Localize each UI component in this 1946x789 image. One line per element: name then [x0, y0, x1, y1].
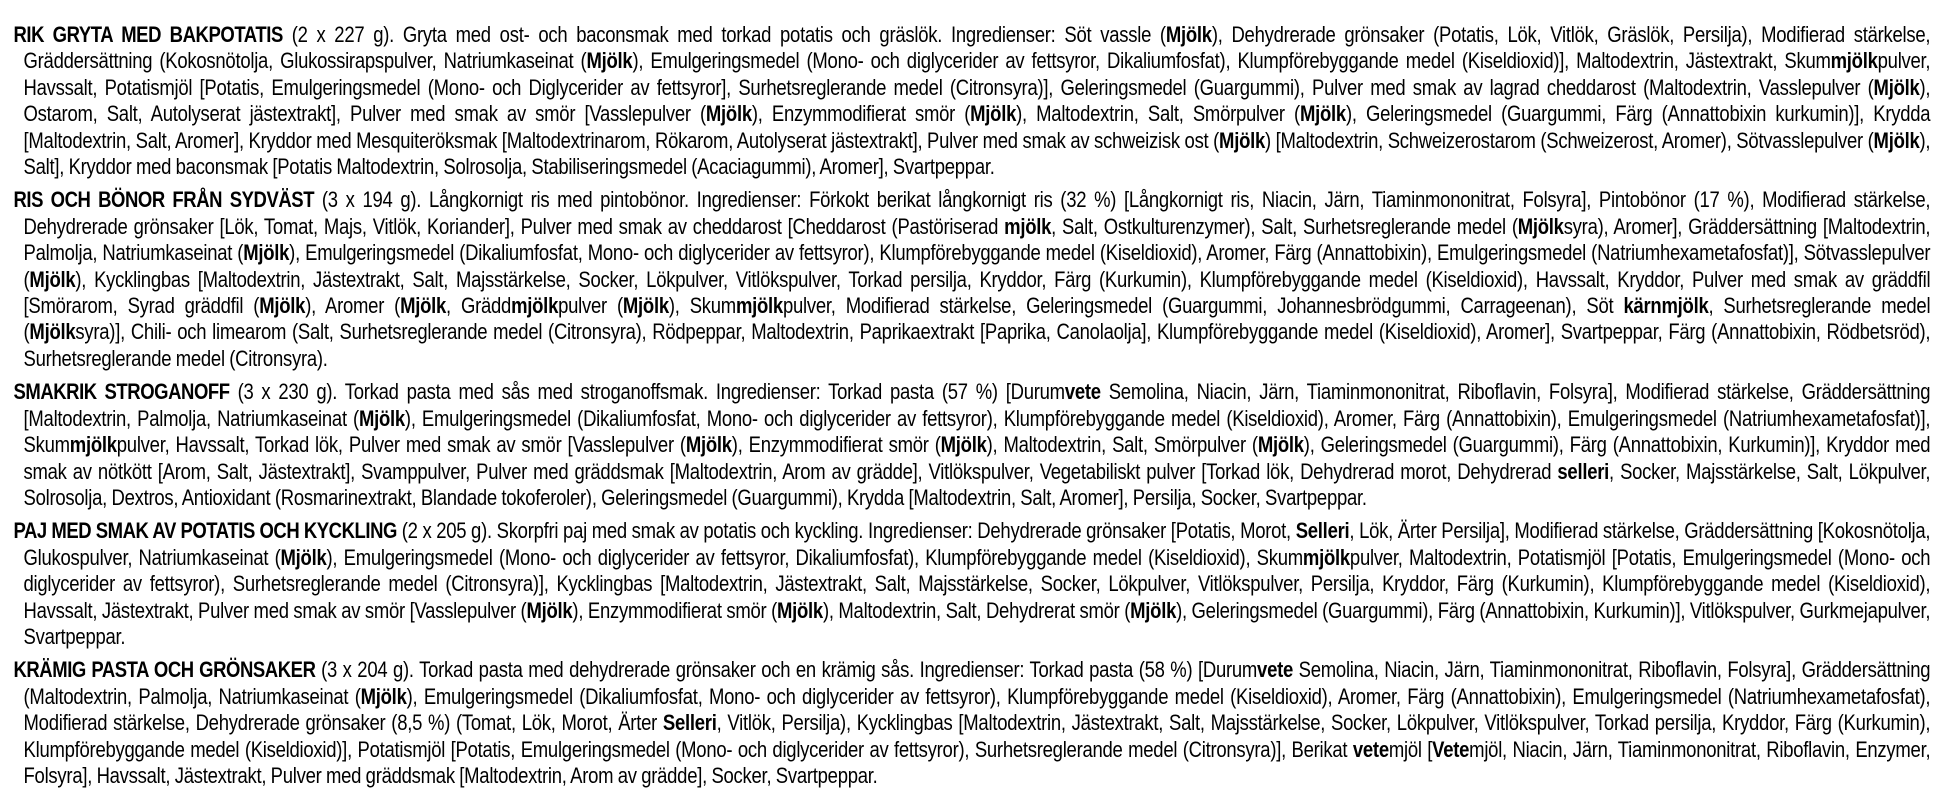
ingredient-text: (2 x 227 g). Gryta med ost- och baconsmak med torkad potatis och gräslök. Ingredienser: Söt vassle (: [282, 22, 1166, 47]
product-ingredient-paragraph: [13, 518, 1930, 650]
allergen-bold-text: Vete: [1432, 736, 1470, 762]
ingredient-text: pulver, Maltodextrin, Potatismjöl [Potatis, Emulgeringsmedel (Mono- och diglycerider av fettsyror), Surhetsreglerande medel (Citronsyra)], Kycklingbas [Maltodextrin, Jästextrakt, Salt, Majsstärkelse, Socker, Lökpulver, Vitlökspulver, Persilja, Kryddor, Färg (Kurkumin), Klumpförebyggande medel (Kiseldioxid), Havssalt, Jästextrakt, Pulver med smak av smör [Vasslepulver (: [23, 544, 1931, 623]
ingredient-text: ), Emulgeringsmedel (Dikaliumfosfat, Mono- och diglycerider av fettsyror), Klumpförebyggande medel (Kiseldioxid), Aromer, Färg (Annattobixin), Emulgeringsmedel (Natriumhexametafosfat)], Skum: [23, 405, 1931, 458]
ingredient-text: mjöl [: [1388, 736, 1433, 762]
allergen-bold-text: vete: [1064, 379, 1101, 405]
ingredient-text: , Grädd: [446, 293, 512, 319]
allergen-bold-text: Mjölk: [1165, 22, 1212, 47]
ingredient-text: ), Geleringsmedel (Guargummi), Färg (Annattobixin, Kurkumin)], Vitlökspulver, Gurkmejapulver, Svartpeppar.: [23, 597, 1931, 649]
allergen-bold-text: Mjölk: [940, 432, 987, 458]
product-ingredient-paragraph: [13, 657, 1930, 789]
ingredient-text: ), Emulgeringsmedel (Mono- och diglycerider av fettsyror, Dikaliumfosfat), Klumpförebyggande medel (Kiseldioxid), Skum: [326, 544, 1303, 570]
ingredient-text: ), Enzymmodifierat smör (: [731, 432, 941, 458]
allergen-bold-text: mjölk: [1830, 48, 1878, 74]
allergen-bold-text: Mjölk: [259, 293, 306, 319]
ingredient-text: ), Enzymmodifierat smör (: [572, 597, 777, 623]
ingredient-text: ), Dehydrerade grönsaker (Potatis, Lök, Vitlök, Gräslök, Persilja), Modifierad stärkelse, Gräddersättning (Kokosnötolja, Glukossirapspulver, Natriumkaseinat (: [23, 22, 1931, 74]
ingredient-text: pulver (: [558, 293, 623, 319]
ingredient-text: ), Maltodextrin, Salt, Dehydrerat smör (: [822, 597, 1131, 623]
product-name: KRÄMIG PASTA OCH GRÖNSAKER: [13, 657, 316, 683]
allergen-bold-text: mjölk: [1302, 544, 1350, 570]
allergen-bold-text: Selleri: [1295, 518, 1350, 544]
ingredient-text: (2 x 205 g). Skorpfri paj med smak av potatis och kyckling. Ingredienser: Dehydrerade grönsaker [Potatis, Morot,: [397, 518, 1296, 544]
ingredient-text: , Vitlök, Persilja), Kycklingbas [Maltodextrin, Jästextrakt, Salt, Majsstärkelse, Socker, Lökpulver, Vitlökspulver, Torkad persilja, Kryddor, Färg (Kurkumin), Klumpförebyggande medel (Kiseldioxid)], Potatismjöl [Potatis, Emulgeringsmedel (Mono- och diglycerider av fettsyror), Surhetsreglerande medel (Citronsyra)], Berikat: [23, 710, 1931, 762]
ingredient-text: mjöl, Niacin, Järn, Tiaminmononitrat, Riboflavin, Enzymer, Folsyra], Havssalt, Jästextrakt, Pulver med gräddsmak [Maltodextrin, Arom av grädde], Socker, Svartpeppar.: [23, 736, 1931, 788]
ingredient-text: pulver, Havssalt, Potatismjöl [Potatis, Emulgeringsmedel (Mono- och Diglycerider av fettsyror], Surhetsreglerande medel (Citronsyra)], Geleringsmedel (Guargummi), Pulver med smak av lagrad cheddarost (Maltodextrin, Vasslepulver (: [23, 48, 1931, 100]
product-name: RIS OCH BÖNOR FRÅN SYDVÄST: [13, 187, 315, 213]
ingredient-text: , Surhetsreglerande medel (: [23, 293, 1931, 345]
ingredient-text: syra)], Chili- och limearom (Salt, Surhetsreglerande medel (Citronsyra), Rödpeppar, Maltodextrin, Paprikaextrakt [Paprika, Canolaolja], Klumpförebyggande medel (Kiseldioxid), Aromer], Svartpeppar, Färg (Annattobixin, Rödbetsröd), Surhetsreglerande medel (Citronsyra).: [23, 319, 1931, 371]
ingredient-text: ), Geleringsmedel (Guargummi), Färg (Annattobixin, Kurkumin)], Kryddor med smak av nötkött [Arom, Salt, Jästextrakt], Svamppulver, Pulver med gräddsmak [Maltodextrin, Arom av grädde], Vitlökspulver, Vegetabiliskt pulver [Torkad lök, Dehydrerad morot, Dehydrerad: [23, 432, 1931, 484]
product-name: RIK GRYTA MED BAKPOTATIS: [13, 22, 283, 47]
ingredient-text: ), Skum: [668, 293, 736, 319]
allergen-bold-text: Mjölk: [685, 432, 732, 458]
allergen-bold-text: Mjölk: [29, 266, 76, 292]
allergen-bold-text: Mjölk: [29, 319, 76, 345]
ingredient-text: ), Enzymmodifierat smör (: [751, 101, 971, 127]
ingredient-text: (3 x 230 g). Torkad pasta med sås med stroganoffsmak. Ingredienser: Torkad pasta (57 %) [Durum: [229, 379, 1065, 405]
allergen-bold-text: Selleri: [662, 710, 717, 736]
allergen-bold-text: Mjölk: [776, 597, 823, 623]
allergen-bold-text: Mjölk: [1257, 432, 1304, 458]
allergen-bold-text: mjölk: [1004, 213, 1052, 239]
ingredient-text: ), Aromer (: [305, 293, 401, 319]
product-ingredient-paragraph: [13, 379, 1930, 511]
ingredient-text: (3 x 194 g). Långkornigt ris med pintobönor. Ingredienser: Förkokt berikat långkornigt ris (32 %) [Långkornigt ris, Niacin, Järn, Tiaminmononitrat, Folsyra], Pintobönor (17 %), Modifierad stärkelse, Dehydrerade grönsaker [Lök, Tomat, Majs, Vitlök, Koriander], Pulver med smak av cheddarost [Cheddarost (Pastöriserad: [23, 187, 1931, 239]
ingredient-text: ), Kycklingbas [Maltodextrin, Jästextrakt, Salt, Majsstärkelse, Socker, Lökpulver, Vitlökspulver, Torkad persilja, Kryddor, Färg (Kurkumin), Klumpförebyggande medel (Kiseldioxid), Havssalt, Kryddor, Pulver med smak av gräddfil [Smörarom, Syrad gräddfil (: [23, 266, 1931, 319]
ingredient-text: (3 x 204 g). Torkad pasta med dehydrerade grönsaker och en krämig sås. Ingredienser: Torkad pasta (58 %) [Durum: [315, 657, 1258, 683]
allergen-bold-text: Mjölk: [622, 293, 669, 319]
allergen-bold-text: vete: [1352, 736, 1389, 762]
allergen-bold-text: Mjölk: [1873, 74, 1920, 100]
allergen-bold-text: Mjölk: [358, 405, 405, 431]
allergen-bold-text: mjölk: [511, 293, 559, 319]
allergen-bold-text: Mjölk: [400, 293, 447, 319]
ingredient-text: ), Ostarom, Salt, Autolyserat jästextrakt], Pulver med smak av smör [Vasslepulver (: [23, 74, 1931, 127]
ingredient-text: ), Emulgeringsmedel (Dikaliumfosfat, Mono- och diglycerider av fettsyror), Klumpförebyggande medel (Kiseldioxid), Aromer, Färg (Annattobixin), Emulgeringsmedel (Natriumhexametafosfat), Modifierad stärkelse, Dehydrerade grönsaker (8,5 %) (Tomat, Lök, Morot, Ärter: [23, 683, 1931, 736]
ingredient-text: pulver, Modifierad stärkelse, Geleringsmedel (Guargummi, Johannesbrödgummi, Carrageenan), Söt: [782, 293, 1624, 319]
allergen-bold-text: Mjölk: [1219, 127, 1266, 153]
ingredient-text: , Salt, Ostkulturenzymer), Salt, Surhetsreglerande medel (: [1051, 213, 1518, 239]
allergen-bold-text: Mjölk: [526, 597, 573, 623]
ingredient-text: pulver, Havssalt, Torkad lök, Pulver med smak av smör [Vasslepulver (: [116, 432, 686, 458]
ingredient-text: , Socker, Majsstärkelse, Salt, Lökpulver, Solrosolja, Dextros, Antioxidant (Rosmarinextrakt, Blandade tokoferoler), Geleringsmedel (Guargummi), Krydda [Maltodextrin, Salt, Aromer], Persilja, Socker, Svartpeppar.: [23, 458, 1931, 510]
allergen-bold-text: Mjölk: [1299, 101, 1346, 127]
allergen-bold-text: Mjölk: [970, 101, 1017, 127]
product-ingredient-paragraph: [13, 187, 1930, 372]
allergen-bold-text: mjölk: [735, 293, 783, 319]
ingredient-text: ), Emulgeringsmedel (Mono- och diglycerider av fettsyror, Dikaliumfosfat), Klumpförebyggande medel (Kiseldioxid)], Maltodextrin, Jästextrakt, Skum: [632, 48, 1831, 74]
ingredient-text: Semolina, Niacin, Järn, Tiaminmononitrat, Riboflavin, Folsyra], Gräddersättning (Maltodextrin, Palmolja, Natriumkaseinat (: [23, 657, 1931, 709]
allergen-bold-text: vete: [1257, 657, 1294, 683]
ingredient-text: , Lök, Ärter Persilja], Modifierad stärkelse, Gräddersättning [Kokosnötolja, Glukospulver, Natriumkaseinat (: [23, 518, 1931, 570]
ingredient-text: ), Maltodextrin, Salt, Smörpulver (: [986, 432, 1258, 458]
ingredient-text: ), Geleringsmedel (Guargummi, Färg (Annattobixin kurkumin)], Krydda [Maltodextrin, Salt, Aromer], Kryddor med Mesquiteröksmak [Maltodextrinarom, Rökarom, Autolyserat jästextrakt], Pulver med smak av schweizisk ost (: [23, 101, 1931, 153]
ingredient-text: Semolina, Niacin, Järn, Tiaminmononitrat, Riboflavin, Folsyra], Modifierad stärkelse, Gräddersättning [Maltodextrin, Palmolja, Natriumkaseinat (: [23, 379, 1931, 431]
allergen-bold-text: Mjölk: [1873, 127, 1920, 153]
ingredient-text: syra), Aromer], Gräddersättning [Maltodextrin, Palmolja, Natriumkaseinat (: [23, 213, 1931, 266]
allergen-bold-text: Mjölk: [1130, 597, 1177, 623]
allergen-bold-text: Mjölk: [586, 48, 633, 74]
ingredient-text: ) [Maltodextrin, Schweizerostarom (Schweizerost, Aromer), Sötvasslepulver (: [1265, 127, 1874, 153]
allergen-bold-text: Mjölk: [243, 240, 290, 266]
allergen-bold-text: mjölk: [69, 432, 117, 458]
product-name: PAJ MED SMAK AV POTATIS OCH KYCKLING: [13, 518, 398, 544]
allergen-bold-text: Mjölk: [360, 683, 407, 709]
allergen-bold-text: Mjölk: [705, 101, 752, 127]
product-name: SMAKRIK STROGANOFF: [13, 379, 230, 405]
ingredient-text: ), Salt], Kryddor med baconsmak [Potatis Maltodextrin, Solrosolja, Stabiliseringsmedel (Acaciagummi), Aromer], Svartpeppar.: [23, 127, 1931, 180]
allergen-bold-text: kärnmjölk: [1623, 293, 1709, 319]
product-ingredient-paragraph: [13, 22, 1930, 180]
ingredient-text: ), Emulgeringsmedel (Dikaliumfosfat, Mono- och diglycerider av fettsyror), Klumpförebyggande medel (Kiseldioxid), Aromer, Färg (Annattobixin), Emulgeringsmedel (Natriumhexametafosfat)], Sötvasslepulver (: [23, 240, 1931, 292]
allergen-bold-text: selleri: [1557, 458, 1610, 484]
allergen-bold-text: Mjölk: [1517, 213, 1564, 239]
allergen-bold-text: Mjölk: [280, 544, 327, 570]
ingredient-text: ), Maltodextrin, Salt, Smörpulver (: [1016, 101, 1300, 127]
